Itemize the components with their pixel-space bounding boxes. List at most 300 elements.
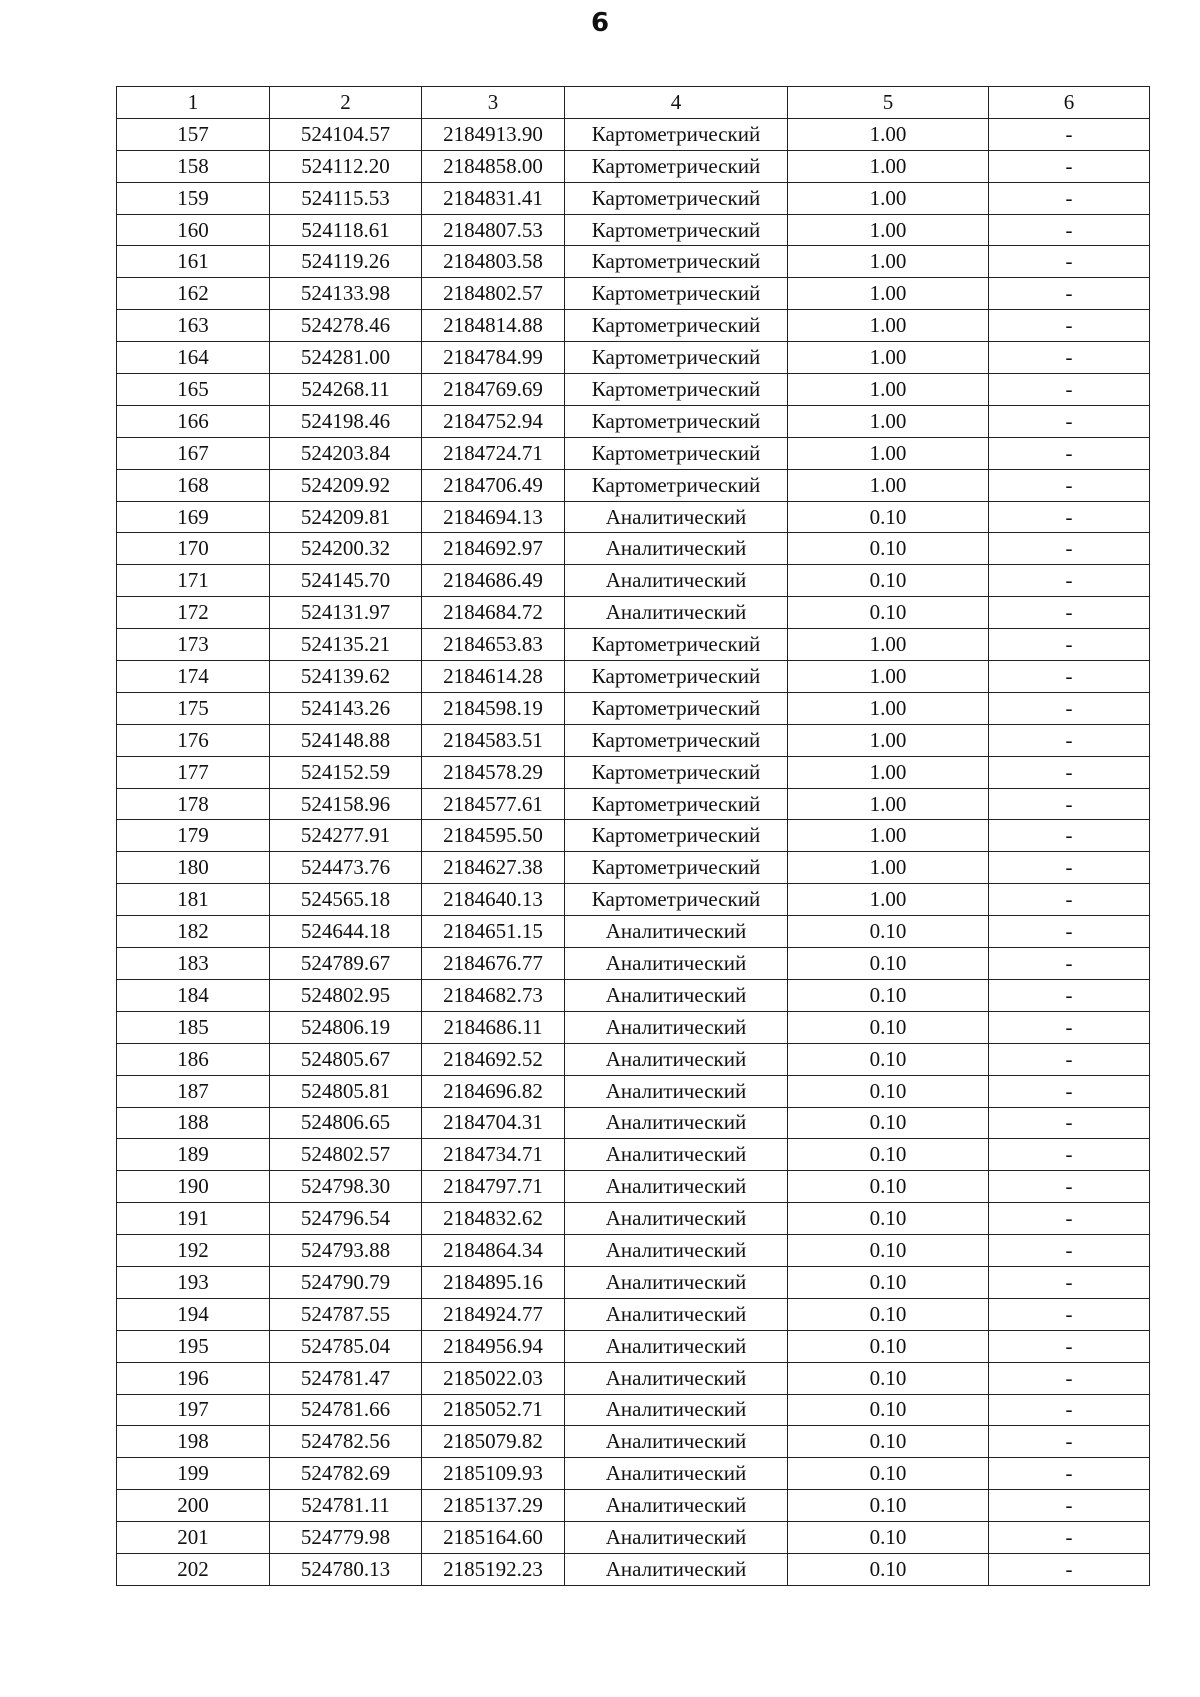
x-coordinate-cell: 524278.46 bbox=[270, 310, 422, 342]
point-number-cell: 195 bbox=[117, 1330, 270, 1362]
y-coordinate-cell: 2184814.88 bbox=[422, 310, 565, 342]
x-coordinate-cell: 524787.55 bbox=[270, 1298, 422, 1330]
point-number-cell: 183 bbox=[117, 948, 270, 980]
note-cell: - bbox=[989, 788, 1150, 820]
accuracy-cell: 0.10 bbox=[788, 1203, 989, 1235]
method-cell: Аналитический bbox=[565, 1203, 788, 1235]
accuracy-cell: 1.00 bbox=[788, 629, 989, 661]
method-cell: Картометрический bbox=[565, 756, 788, 788]
x-coordinate-cell: 524281.00 bbox=[270, 342, 422, 374]
y-coordinate-cell: 2185109.93 bbox=[422, 1458, 565, 1490]
y-coordinate-cell: 2184752.94 bbox=[422, 405, 565, 437]
method-cell: Картометрический bbox=[565, 150, 788, 182]
y-coordinate-cell: 2184704.31 bbox=[422, 1107, 565, 1139]
y-coordinate-cell: 2184807.53 bbox=[422, 214, 565, 246]
y-coordinate-cell: 2184769.69 bbox=[422, 374, 565, 406]
accuracy-cell: 1.00 bbox=[788, 469, 989, 501]
table-body bbox=[117, 118, 1150, 1585]
y-coordinate-cell: 2184913.90 bbox=[422, 118, 565, 150]
table-row bbox=[117, 246, 1150, 278]
note-cell: - bbox=[989, 150, 1150, 182]
note-cell: - bbox=[989, 342, 1150, 374]
point-number-cell: 179 bbox=[117, 820, 270, 852]
x-coordinate-cell: 524139.62 bbox=[270, 661, 422, 693]
y-coordinate-cell: 2184924.77 bbox=[422, 1298, 565, 1330]
note-cell: - bbox=[989, 182, 1150, 214]
y-coordinate-cell: 2184577.61 bbox=[422, 788, 565, 820]
note-cell: - bbox=[989, 1139, 1150, 1171]
accuracy-cell: 0.10 bbox=[788, 916, 989, 948]
point-number-cell: 174 bbox=[117, 661, 270, 693]
column-header: 3 bbox=[422, 87, 565, 119]
x-coordinate-cell: 524790.79 bbox=[270, 1266, 422, 1298]
x-coordinate-cell: 524143.26 bbox=[270, 692, 422, 724]
accuracy-cell: 0.10 bbox=[788, 501, 989, 533]
x-coordinate-cell: 524148.88 bbox=[270, 724, 422, 756]
y-coordinate-cell: 2184651.15 bbox=[422, 916, 565, 948]
note-cell: - bbox=[989, 661, 1150, 693]
table-row bbox=[117, 629, 1150, 661]
column-header: 1 bbox=[117, 87, 270, 119]
x-coordinate-cell: 524780.13 bbox=[270, 1553, 422, 1585]
y-coordinate-cell: 2184598.19 bbox=[422, 692, 565, 724]
y-coordinate-cell: 2184694.13 bbox=[422, 501, 565, 533]
table-row bbox=[117, 788, 1150, 820]
table-row bbox=[117, 597, 1150, 629]
note-cell: - bbox=[989, 437, 1150, 469]
note-cell: - bbox=[989, 948, 1150, 980]
y-coordinate-cell: 2184895.16 bbox=[422, 1266, 565, 1298]
point-number-cell: 182 bbox=[117, 916, 270, 948]
point-number-cell: 168 bbox=[117, 469, 270, 501]
y-coordinate-cell: 2184802.57 bbox=[422, 278, 565, 310]
x-coordinate-cell: 524209.92 bbox=[270, 469, 422, 501]
y-coordinate-cell: 2184684.72 bbox=[422, 597, 565, 629]
x-coordinate-cell: 524782.69 bbox=[270, 1458, 422, 1490]
point-number-cell: 158 bbox=[117, 150, 270, 182]
x-coordinate-cell: 524473.76 bbox=[270, 852, 422, 884]
point-number-cell: 199 bbox=[117, 1458, 270, 1490]
method-cell: Картометрический bbox=[565, 661, 788, 693]
table-row bbox=[117, 756, 1150, 788]
table-row bbox=[117, 1522, 1150, 1554]
page-number: 6 bbox=[590, 8, 610, 38]
point-number-cell: 201 bbox=[117, 1522, 270, 1554]
method-cell: Картометрический bbox=[565, 724, 788, 756]
y-coordinate-cell: 2184578.29 bbox=[422, 756, 565, 788]
y-coordinate-cell: 2184734.71 bbox=[422, 1139, 565, 1171]
x-coordinate-cell: 524779.98 bbox=[270, 1522, 422, 1554]
note-cell: - bbox=[989, 1043, 1150, 1075]
note-cell: - bbox=[989, 884, 1150, 916]
y-coordinate-cell: 2184686.11 bbox=[422, 1011, 565, 1043]
y-coordinate-cell: 2184676.77 bbox=[422, 948, 565, 980]
table-row bbox=[117, 150, 1150, 182]
point-number-cell: 184 bbox=[117, 979, 270, 1011]
point-number-cell: 180 bbox=[117, 852, 270, 884]
accuracy-cell: 0.10 bbox=[788, 1426, 989, 1458]
note-cell: - bbox=[989, 1203, 1150, 1235]
table-row bbox=[117, 1043, 1150, 1075]
coordinates-table bbox=[116, 86, 1150, 1586]
table-row bbox=[117, 182, 1150, 214]
table-row bbox=[117, 1011, 1150, 1043]
note-cell: - bbox=[989, 724, 1150, 756]
accuracy-cell: 0.10 bbox=[788, 1107, 989, 1139]
x-coordinate-cell: 524805.81 bbox=[270, 1075, 422, 1107]
accuracy-cell: 1.00 bbox=[788, 820, 989, 852]
y-coordinate-cell: 2184858.00 bbox=[422, 150, 565, 182]
accuracy-cell: 1.00 bbox=[788, 214, 989, 246]
y-coordinate-cell: 2184784.99 bbox=[422, 342, 565, 374]
point-number-cell: 198 bbox=[117, 1426, 270, 1458]
table-row bbox=[117, 1490, 1150, 1522]
y-coordinate-cell: 2184832.62 bbox=[422, 1203, 565, 1235]
accuracy-cell: 1.00 bbox=[788, 692, 989, 724]
accuracy-cell: 0.10 bbox=[788, 533, 989, 565]
method-cell: Картометрический bbox=[565, 852, 788, 884]
x-coordinate-cell: 524119.26 bbox=[270, 246, 422, 278]
method-cell: Аналитический bbox=[565, 916, 788, 948]
accuracy-cell: 0.10 bbox=[788, 1522, 989, 1554]
note-cell: - bbox=[989, 1266, 1150, 1298]
accuracy-cell: 0.10 bbox=[788, 1394, 989, 1426]
y-coordinate-cell: 2184627.38 bbox=[422, 852, 565, 884]
x-coordinate-cell: 524785.04 bbox=[270, 1330, 422, 1362]
accuracy-cell: 1.00 bbox=[788, 342, 989, 374]
accuracy-cell: 0.10 bbox=[788, 1330, 989, 1362]
x-coordinate-cell: 524565.18 bbox=[270, 884, 422, 916]
accuracy-cell: 0.10 bbox=[788, 1362, 989, 1394]
x-coordinate-cell: 524806.65 bbox=[270, 1107, 422, 1139]
point-number-cell: 194 bbox=[117, 1298, 270, 1330]
note-cell: - bbox=[989, 820, 1150, 852]
x-coordinate-cell: 524198.46 bbox=[270, 405, 422, 437]
accuracy-cell: 0.10 bbox=[788, 1235, 989, 1267]
method-cell: Картометрический bbox=[565, 469, 788, 501]
accuracy-cell: 0.10 bbox=[788, 1139, 989, 1171]
method-cell: Картометрический bbox=[565, 214, 788, 246]
table-row bbox=[117, 979, 1150, 1011]
method-cell: Аналитический bbox=[565, 1171, 788, 1203]
y-coordinate-cell: 2184692.52 bbox=[422, 1043, 565, 1075]
accuracy-cell: 1.00 bbox=[788, 852, 989, 884]
note-cell: - bbox=[989, 501, 1150, 533]
point-number-cell: 172 bbox=[117, 597, 270, 629]
point-number-cell: 181 bbox=[117, 884, 270, 916]
method-cell: Аналитический bbox=[565, 1458, 788, 1490]
accuracy-cell: 0.10 bbox=[788, 1298, 989, 1330]
y-coordinate-cell: 2185192.23 bbox=[422, 1553, 565, 1585]
x-coordinate-cell: 524781.66 bbox=[270, 1394, 422, 1426]
table-row bbox=[117, 1298, 1150, 1330]
method-cell: Картометрический bbox=[565, 692, 788, 724]
table-row bbox=[117, 1203, 1150, 1235]
table-row bbox=[117, 310, 1150, 342]
accuracy-cell: 0.10 bbox=[788, 597, 989, 629]
table-row bbox=[117, 1266, 1150, 1298]
method-cell: Аналитический bbox=[565, 979, 788, 1011]
table-row bbox=[117, 948, 1150, 980]
accuracy-cell: 1.00 bbox=[788, 310, 989, 342]
point-number-cell: 200 bbox=[117, 1490, 270, 1522]
x-coordinate-cell: 524793.88 bbox=[270, 1235, 422, 1267]
note-cell: - bbox=[989, 1107, 1150, 1139]
note-cell: - bbox=[989, 1490, 1150, 1522]
note-cell: - bbox=[989, 852, 1150, 884]
y-coordinate-cell: 2185022.03 bbox=[422, 1362, 565, 1394]
point-number-cell: 187 bbox=[117, 1075, 270, 1107]
accuracy-cell: 1.00 bbox=[788, 278, 989, 310]
x-coordinate-cell: 524158.96 bbox=[270, 788, 422, 820]
point-number-cell: 202 bbox=[117, 1553, 270, 1585]
x-coordinate-cell: 524112.20 bbox=[270, 150, 422, 182]
note-cell: - bbox=[989, 756, 1150, 788]
note-cell: - bbox=[989, 1298, 1150, 1330]
method-cell: Аналитический bbox=[565, 1522, 788, 1554]
x-coordinate-cell: 524644.18 bbox=[270, 916, 422, 948]
note-cell: - bbox=[989, 1011, 1150, 1043]
table-row bbox=[117, 661, 1150, 693]
note-cell: - bbox=[989, 469, 1150, 501]
method-cell: Аналитический bbox=[565, 1553, 788, 1585]
note-cell: - bbox=[989, 1522, 1150, 1554]
note-cell: - bbox=[989, 1235, 1150, 1267]
accuracy-cell: 1.00 bbox=[788, 182, 989, 214]
note-cell: - bbox=[989, 1394, 1150, 1426]
table-row bbox=[117, 1553, 1150, 1585]
point-number-cell: 157 bbox=[117, 118, 270, 150]
table-row bbox=[117, 501, 1150, 533]
method-cell: Аналитический bbox=[565, 1298, 788, 1330]
point-number-cell: 171 bbox=[117, 565, 270, 597]
column-header: 5 bbox=[788, 87, 989, 119]
point-number-cell: 167 bbox=[117, 437, 270, 469]
point-number-cell: 197 bbox=[117, 1394, 270, 1426]
x-coordinate-cell: 524131.97 bbox=[270, 597, 422, 629]
note-cell: - bbox=[989, 1458, 1150, 1490]
x-coordinate-cell: 524782.56 bbox=[270, 1426, 422, 1458]
method-cell: Картометрический bbox=[565, 118, 788, 150]
y-coordinate-cell: 2184864.34 bbox=[422, 1235, 565, 1267]
y-coordinate-cell: 2184797.71 bbox=[422, 1171, 565, 1203]
accuracy-cell: 1.00 bbox=[788, 884, 989, 916]
x-coordinate-cell: 524145.70 bbox=[270, 565, 422, 597]
point-number-cell: 191 bbox=[117, 1203, 270, 1235]
table-row bbox=[117, 118, 1150, 150]
y-coordinate-cell: 2185137.29 bbox=[422, 1490, 565, 1522]
method-cell: Аналитический bbox=[565, 1266, 788, 1298]
table-row bbox=[117, 820, 1150, 852]
point-number-cell: 186 bbox=[117, 1043, 270, 1075]
accuracy-cell: 1.00 bbox=[788, 661, 989, 693]
note-cell: - bbox=[989, 374, 1150, 406]
x-coordinate-cell: 524135.21 bbox=[270, 629, 422, 661]
table-row bbox=[117, 405, 1150, 437]
accuracy-cell: 1.00 bbox=[788, 374, 989, 406]
method-cell: Аналитический bbox=[565, 1011, 788, 1043]
point-number-cell: 176 bbox=[117, 724, 270, 756]
note-cell: - bbox=[989, 597, 1150, 629]
point-number-cell: 188 bbox=[117, 1107, 270, 1139]
table-row bbox=[117, 1235, 1150, 1267]
point-number-cell: 159 bbox=[117, 182, 270, 214]
note-cell: - bbox=[989, 1553, 1150, 1585]
method-cell: Картометрический bbox=[565, 820, 788, 852]
accuracy-cell: 0.10 bbox=[788, 1075, 989, 1107]
y-coordinate-cell: 2184831.41 bbox=[422, 182, 565, 214]
method-cell: Картометрический bbox=[565, 310, 788, 342]
table-row bbox=[117, 852, 1150, 884]
method-cell: Картометрический bbox=[565, 437, 788, 469]
table-row bbox=[117, 565, 1150, 597]
y-coordinate-cell: 2184956.94 bbox=[422, 1330, 565, 1362]
y-coordinate-cell: 2184653.83 bbox=[422, 629, 565, 661]
note-cell: - bbox=[989, 118, 1150, 150]
note-cell: - bbox=[989, 629, 1150, 661]
x-coordinate-cell: 524133.98 bbox=[270, 278, 422, 310]
point-number-cell: 193 bbox=[117, 1266, 270, 1298]
point-number-cell: 190 bbox=[117, 1171, 270, 1203]
accuracy-cell: 1.00 bbox=[788, 788, 989, 820]
point-number-cell: 166 bbox=[117, 405, 270, 437]
method-cell: Аналитический bbox=[565, 565, 788, 597]
note-cell: - bbox=[989, 565, 1150, 597]
method-cell: Аналитический bbox=[565, 1362, 788, 1394]
table-row bbox=[117, 278, 1150, 310]
x-coordinate-cell: 524806.19 bbox=[270, 1011, 422, 1043]
table-row bbox=[117, 1330, 1150, 1362]
x-coordinate-cell: 524200.32 bbox=[270, 533, 422, 565]
y-coordinate-cell: 2184724.71 bbox=[422, 437, 565, 469]
x-coordinate-cell: 524802.95 bbox=[270, 979, 422, 1011]
point-number-cell: 160 bbox=[117, 214, 270, 246]
table-row bbox=[117, 437, 1150, 469]
method-cell: Картометрический bbox=[565, 182, 788, 214]
x-coordinate-cell: 524277.91 bbox=[270, 820, 422, 852]
table-row bbox=[117, 533, 1150, 565]
method-cell: Аналитический bbox=[565, 533, 788, 565]
accuracy-cell: 1.00 bbox=[788, 437, 989, 469]
x-coordinate-cell: 524104.57 bbox=[270, 118, 422, 150]
y-coordinate-cell: 2184583.51 bbox=[422, 724, 565, 756]
point-number-cell: 175 bbox=[117, 692, 270, 724]
y-coordinate-cell: 2184614.28 bbox=[422, 661, 565, 693]
note-cell: - bbox=[989, 1362, 1150, 1394]
y-coordinate-cell: 2185079.82 bbox=[422, 1426, 565, 1458]
x-coordinate-cell: 524115.53 bbox=[270, 182, 422, 214]
accuracy-cell: 0.10 bbox=[788, 1490, 989, 1522]
method-cell: Картометрический bbox=[565, 788, 788, 820]
accuracy-cell: 1.00 bbox=[788, 756, 989, 788]
accuracy-cell: 1.00 bbox=[788, 405, 989, 437]
column-header: 4 bbox=[565, 87, 788, 119]
point-number-cell: 192 bbox=[117, 1235, 270, 1267]
method-cell: Картометрический bbox=[565, 342, 788, 374]
method-cell: Аналитический bbox=[565, 1139, 788, 1171]
accuracy-cell: 1.00 bbox=[788, 150, 989, 182]
method-cell: Аналитический bbox=[565, 1330, 788, 1362]
table-row bbox=[117, 1426, 1150, 1458]
method-cell: Аналитический bbox=[565, 948, 788, 980]
table-row bbox=[117, 916, 1150, 948]
y-coordinate-cell: 2184706.49 bbox=[422, 469, 565, 501]
note-cell: - bbox=[989, 533, 1150, 565]
point-number-cell: 178 bbox=[117, 788, 270, 820]
point-number-cell: 161 bbox=[117, 246, 270, 278]
note-cell: - bbox=[989, 1426, 1150, 1458]
x-coordinate-cell: 524203.84 bbox=[270, 437, 422, 469]
method-cell: Картометрический bbox=[565, 374, 788, 406]
method-cell: Картометрический bbox=[565, 405, 788, 437]
method-cell: Картометрический bbox=[565, 246, 788, 278]
method-cell: Аналитический bbox=[565, 501, 788, 533]
y-coordinate-cell: 2184686.49 bbox=[422, 565, 565, 597]
point-number-cell: 177 bbox=[117, 756, 270, 788]
table-row bbox=[117, 692, 1150, 724]
method-cell: Аналитический bbox=[565, 1490, 788, 1522]
table-row bbox=[117, 214, 1150, 246]
accuracy-cell: 1.00 bbox=[788, 246, 989, 278]
y-coordinate-cell: 2184682.73 bbox=[422, 979, 565, 1011]
point-number-cell: 163 bbox=[117, 310, 270, 342]
x-coordinate-cell: 524781.11 bbox=[270, 1490, 422, 1522]
table-row bbox=[117, 1107, 1150, 1139]
note-cell: - bbox=[989, 278, 1150, 310]
table-row bbox=[117, 1362, 1150, 1394]
y-coordinate-cell: 2185052.71 bbox=[422, 1394, 565, 1426]
point-number-cell: 170 bbox=[117, 533, 270, 565]
note-cell: - bbox=[989, 405, 1150, 437]
accuracy-cell: 0.10 bbox=[788, 1266, 989, 1298]
accuracy-cell: 0.10 bbox=[788, 1011, 989, 1043]
table-header-row bbox=[117, 87, 1150, 119]
note-cell: - bbox=[989, 214, 1150, 246]
method-cell: Аналитический bbox=[565, 1107, 788, 1139]
method-cell: Аналитический bbox=[565, 597, 788, 629]
note-cell: - bbox=[989, 246, 1150, 278]
point-number-cell: 189 bbox=[117, 1139, 270, 1171]
point-number-cell: 162 bbox=[117, 278, 270, 310]
note-cell: - bbox=[989, 979, 1150, 1011]
method-cell: Картометрический bbox=[565, 629, 788, 661]
point-number-cell: 169 bbox=[117, 501, 270, 533]
note-cell: - bbox=[989, 1075, 1150, 1107]
table-row bbox=[117, 1394, 1150, 1426]
accuracy-cell: 0.10 bbox=[788, 1458, 989, 1490]
table-row bbox=[117, 724, 1150, 756]
x-coordinate-cell: 524802.57 bbox=[270, 1139, 422, 1171]
note-cell: - bbox=[989, 692, 1150, 724]
table-row bbox=[117, 374, 1150, 406]
note-cell: - bbox=[989, 1330, 1150, 1362]
point-number-cell: 165 bbox=[117, 374, 270, 406]
table-row bbox=[117, 1139, 1150, 1171]
method-cell: Картометрический bbox=[565, 884, 788, 916]
x-coordinate-cell: 524209.81 bbox=[270, 501, 422, 533]
point-number-cell: 164 bbox=[117, 342, 270, 374]
y-coordinate-cell: 2185164.60 bbox=[422, 1522, 565, 1554]
y-coordinate-cell: 2184640.13 bbox=[422, 884, 565, 916]
note-cell: - bbox=[989, 916, 1150, 948]
method-cell: Аналитический bbox=[565, 1426, 788, 1458]
x-coordinate-cell: 524789.67 bbox=[270, 948, 422, 980]
accuracy-cell: 0.10 bbox=[788, 948, 989, 980]
point-number-cell: 173 bbox=[117, 629, 270, 661]
x-coordinate-cell: 524152.59 bbox=[270, 756, 422, 788]
x-coordinate-cell: 524796.54 bbox=[270, 1203, 422, 1235]
accuracy-cell: 0.10 bbox=[788, 565, 989, 597]
